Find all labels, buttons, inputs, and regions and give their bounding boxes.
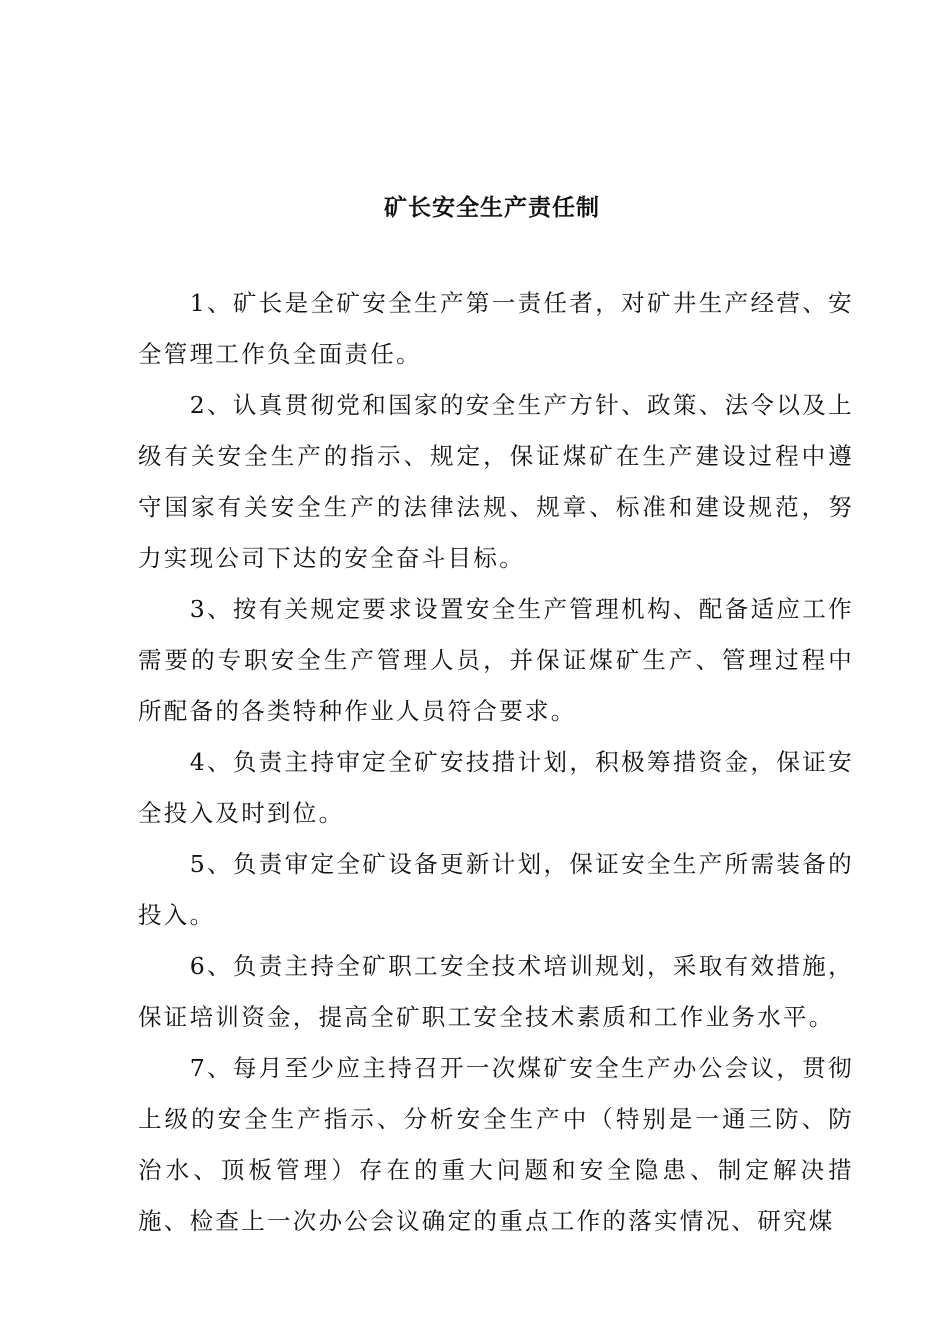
document-title: 矿长安全生产责任制 xyxy=(384,195,600,221)
paragraph-2: 2、认真贯彻党和国家的安全生产方针、政策、法令以及上级有关安全生产的指示、规定，保证煤矿在生产建设过程中遵守国家有关安全生产的法律法规、规章、标准和建设规范，努力实现公司下达的安全奋斗目标。 xyxy=(138,391,854,572)
paragraph-5: 5、负责审定全矿设备更新计划，保证安全生产所需装备的投入。 xyxy=(138,850,854,929)
document-body xyxy=(138,278,854,1247)
paragraph-1: 1、矿长是全矿安全生产第一责任者，对矿井生产经营、安全管理工作负全面责任。 xyxy=(138,289,854,368)
paragraph-3: 3、按有关规定要求设置安全生产管理机构、配备适应工作需要的专职安全生产管理人员，并保证煤矿生产、管理过程中所配备的各类特种作业人员符合要求。 xyxy=(138,595,854,725)
paragraph-6: 6、负责主持全矿职工安全技术培训规划，采取有效措施，保证培训资金，提高全矿职工安全技术素质和工作业务水平。 xyxy=(138,952,854,1031)
paragraph-7: 7、每月至少应主持召开一次煤矿安全生产办公会议，贯彻上级的安全生产指示、分析安全生产中（特别是一通三防、防治水、顶板管理）存在的重大问题和安全隐患、制定解决措施、检查上一次办公会议确定的重点工作的落实情况、研究煤 xyxy=(138,1054,854,1235)
paragraph-4: 4、负责主持审定全矿安技措计划，积极筹措资金，保证安全投入及时到位。 xyxy=(138,748,854,827)
